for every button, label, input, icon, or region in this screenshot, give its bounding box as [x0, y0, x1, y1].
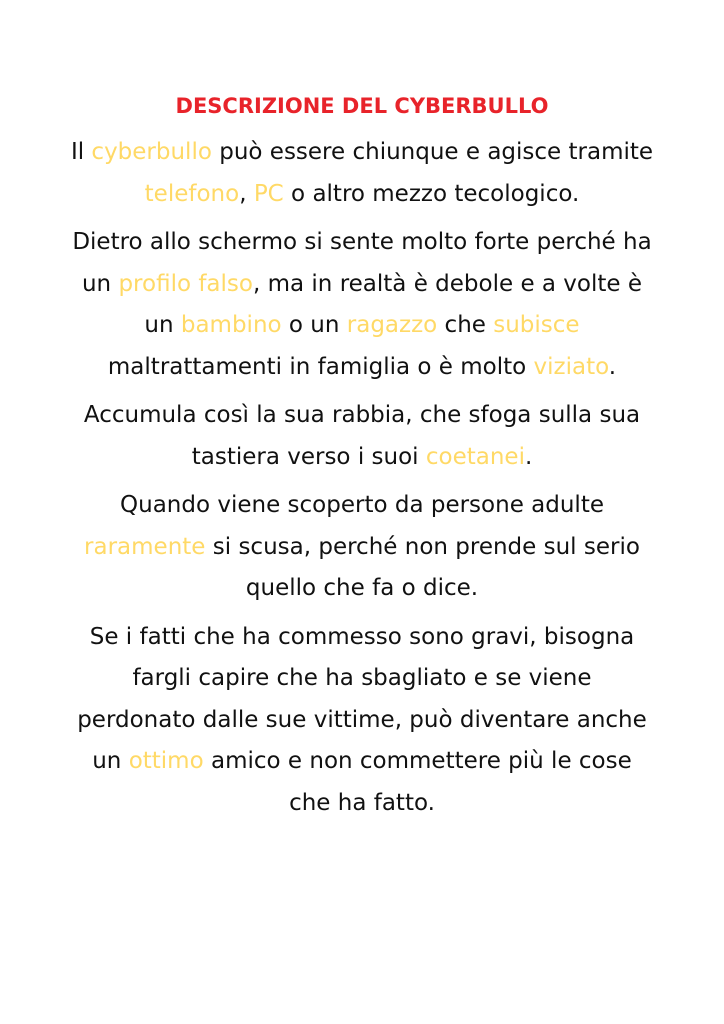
highlighted-word: profilo falso [118, 270, 253, 297]
text-segment: amico e non commettere più le cose che ha fatto. [203, 748, 632, 816]
text-segment: , ma in realtà è debole e a volte è un [144, 270, 643, 338]
highlighted-word: ragazzo [346, 312, 438, 338]
text-segment: . [608, 353, 617, 380]
text-segment: , [239, 180, 254, 207]
text-segment: Dietro allo schermo si sente molto forte perché ha un [72, 229, 652, 297]
text-segment: Se i fatti che ha commesso sono gravi, bisogna fargli capire che ha sbagliato e se viene perdonato dalle sue vittime, può diventare anche un [77, 623, 647, 774]
text-segment: o altro mezzo tecologico. [283, 180, 580, 207]
text-segment: si scusa, perché non prende sul serio quello che fa o dice. [205, 533, 640, 601]
highlighted-word: viziato [533, 353, 609, 380]
text-segment: o un [281, 312, 347, 338]
highlighted-word: ottimo [128, 748, 204, 774]
text-segment: Accumula così la sua rabbia, che sfoga sulla sua tastiera verso i suoi [83, 402, 641, 470]
highlighted-word: coetanei [425, 443, 525, 470]
document-title: DESCRIZIONE DEL CYBERBULLO [175, 94, 549, 118]
text-segment: maltrattamenti in famiglia o è molto [107, 353, 534, 380]
text-segment: . [524, 443, 533, 470]
paragraph [70, 222, 654, 388]
text-segment: può essere chiunque e agisce tramite [211, 139, 654, 165]
paragraph [70, 617, 654, 825]
text-segment: Quando viene scoperto da persone adulte [120, 492, 604, 518]
highlighted-word: raramente [84, 533, 206, 560]
highlighted-word: cyberbullo [91, 139, 212, 165]
text-segment: Il [70, 139, 92, 165]
paragraph [70, 395, 654, 478]
highlighted-word: PC [253, 180, 284, 207]
highlighted-word: telefono [144, 180, 240, 207]
paragraph [70, 132, 654, 215]
highlighted-word: subisce [493, 312, 580, 338]
document-body [70, 132, 654, 824]
highlighted-word: bambino [180, 312, 282, 338]
text-segment: che [437, 312, 494, 338]
paragraph [70, 485, 654, 610]
